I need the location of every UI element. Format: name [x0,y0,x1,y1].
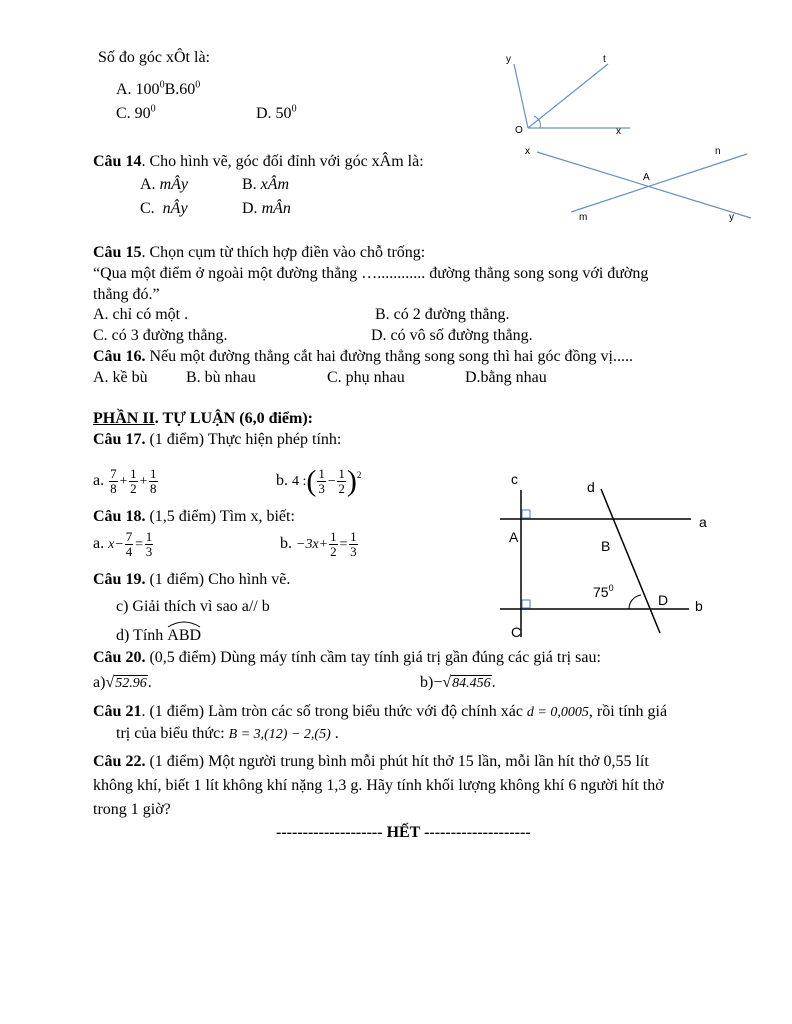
q14-option-b-text: xÂm [260,176,290,193]
q17-b-frac1-num: 1 [318,465,325,481]
q18-a-label: a. [93,535,105,552]
q14-prompt: . Cho hình vẽ, góc đối đỉnh với góc xÂm là: [141,153,424,170]
q22-line3: trong 1 giờ? [93,801,171,818]
q19-item-d-angle [167,622,201,646]
q15-prompt-line [93,243,425,263]
q20-a-end: . [147,674,152,691]
q15-number: Câu 15 [93,244,142,261]
q18-a-frac2-num: 1 [145,528,153,544]
q15-option-d: D. có vô số đường thẳng. [371,327,533,344]
q19-label-A: A [509,529,519,545]
q14-label-m: m [579,212,588,223]
q17-a-frac2 [129,467,138,496]
q19-item-d-angle-text: ABD [167,627,202,644]
q20-b: b)−√84.456. [420,674,496,691]
q22-line1-text: (1 điểm) Một người trung bình mỗi phút hít thở 15 lần, mỗi lần hít thở 0,55 lít [145,753,649,770]
q22-line1 [93,752,649,772]
q17-b-frac1 [317,467,326,496]
q20-b-value: 84.456 [452,676,491,691]
q19-prompt-line [93,570,290,590]
q20-b-end: . [491,674,496,691]
q18-a: a. x− $\frac{7}{4}$ = $\frac{1}{3}$ [93,528,153,559]
q13-option-d [256,104,297,124]
q13-option-a-degree: 0 [159,79,165,91]
q13-angle-figure [500,48,650,143]
q21-prompt-end: , rồi tính giá [588,703,668,720]
q19-label-c-top: c [511,471,518,487]
q13-option-b-text: B.60 [164,81,196,98]
q17-prompt-line [93,430,341,450]
q13-option-b-degree: 0 [195,79,201,91]
q17-b-frac1-den: 3 [318,480,325,496]
q19-label-b: b [695,598,703,614]
q18-b-frac2-den: 3 [350,543,357,559]
q14-label-n: n [715,146,721,157]
q17-a-frac3-num: 1 [150,465,157,481]
q17-b-frac2-den: 2 [338,480,345,496]
q18-b-frac1-num: 1 [330,528,337,544]
q13-prompt: Số đo góc xÔt là: [98,49,210,66]
q14-option-a-letter: A. [140,176,156,193]
q17-a-frac1-num: 7 [110,465,117,481]
q16-option-d: D.bằng nhau [465,369,547,386]
q13-label-x: x [616,126,621,137]
q13-option-d-degree: 0 [291,103,297,115]
q13-option-c-degree: 0 [150,103,156,115]
q18-prompt: (1,5 điểm) Tìm x, biết: [145,508,295,525]
q17-a-label: a. [93,472,105,489]
q20-a-label: a) [93,674,106,691]
q14-option-b-letter: B. [242,176,257,193]
q21-line2 [116,724,339,745]
q15-quote-line1: “Qua một điểm ở ngoài một đường thẳng …............ đường thẳng song song với đường [93,265,649,282]
q15-quote-line2: thẳng đó.” [93,286,160,303]
q16-option-a: A. kề bù [93,369,148,386]
q17-a-frac3-den: 8 [150,480,157,496]
q20-b-label: b) [420,674,434,691]
q20-b-minus: − [433,674,443,691]
q17-b-prefix: 4 : [292,474,307,489]
q18-b-frac1-den: 2 [330,543,337,559]
q21-number: Câu 21 [93,703,142,720]
q19-label-C: C [511,624,522,640]
q14-intersecting-lines-figure [515,140,760,225]
q19-angle-value: 75 [593,584,609,600]
q18-b-frac2-num: 1 [350,528,357,544]
q14-option-c-text: nÂy [162,200,188,217]
q17-b-frac2-num: 1 [338,465,345,481]
q14-option-d-letter: D. [242,200,258,217]
q13-label-o: O [515,125,523,136]
q17-a-frac2-den: 2 [130,480,137,496]
q16-option-b: B. bù nhau [186,369,256,386]
q19-item-d [116,622,201,646]
q18-a-frac2-den: 3 [145,543,153,559]
q14-option-b [242,175,289,195]
q16-prompt: Nếu một đường thẳng cắt hai đường thẳng song song thì hai góc đồng vị..... [145,348,633,365]
q19-label-B: B [601,538,611,554]
q17-a-frac1 [109,467,118,496]
q18-b: b. −3x+ $\frac{1}{2}$ = $\frac{1}{3}$ [280,528,357,559]
q19-label-angle [593,583,614,600]
q18-a-frac1-den: 4 [125,543,133,559]
q17-a-frac3 [149,467,158,496]
q14-label-x: x [525,146,530,157]
q19-label-D: D [658,592,669,608]
q20-number: Câu 20. [93,649,146,666]
q21-prompt: . (1 điểm) Làm tròn các số trong biểu thức với độ chính xác [141,703,527,720]
q14-number: Câu 14 [93,153,142,170]
q22-number: Câu 22. [93,753,146,770]
q15-prompt: . Chọn cụm từ thích hợp điền vào chỗ trống: [141,244,426,261]
q19-item-d-prefix: d) Tính [116,627,168,644]
q17-b: b. 4 :( $\frac{1}{3}$ − $\frac{1}{2}$ )$^2$ [276,464,362,498]
q13-option-a [116,80,200,100]
end-marker: -------------------- HẾT -------------------- [276,824,531,841]
q13-option-a-text: A. 100 [116,81,160,98]
q18-number: Câu 18. [93,508,146,525]
q16-option-c: C. phụ nhau [327,369,405,386]
q14-label-a: A [643,172,650,183]
q15-option-c: C. có 3 đường thẳng. [93,327,228,344]
q16-prompt-line [93,347,633,367]
q18-a-var: x [108,537,115,552]
q17-b-exponent: 2 [356,470,362,480]
q20-prompt-line [93,648,601,668]
q20-a: a)√52.96. [93,674,152,691]
q14-prompt-line [93,152,424,172]
q20-a-value: 52.96 [115,676,147,691]
q13-option-d-text: D. 50 [256,105,292,122]
q14-option-d [242,199,291,219]
q18-b-term: −3x [296,537,319,552]
q14-label-y: y [729,212,734,223]
q17-b-label: b. [276,472,288,489]
q18-b-label: b. [280,535,292,552]
q14-option-a [140,175,188,195]
q19-prompt: (1 điểm) Cho hình vẽ. [145,571,291,588]
q15-option-b: B. có 2 đường thẳng. [375,306,510,323]
q13-label-y: y [506,54,511,65]
q15-option-a: A. chỉ có một . [93,306,189,323]
angle-hat-icon [167,620,201,628]
q17-prompt: (1 điểm) Thực hiện phép tính: [145,431,342,448]
q21-prompt-line [93,702,667,723]
q13-label-t: t [603,54,606,65]
part2-title-rest: . TỰ LUẬN (6,0 điểm): [154,410,313,427]
q18-b-frac1 [329,530,338,559]
q17-a-frac2-num: 1 [130,465,137,481]
q16-number: Câu 16. [93,348,146,365]
q14-option-a-text: mÂy [159,176,188,193]
part2-title-underlined: PHẦN II [93,410,155,427]
q14-option-c-letter: C. [140,200,155,217]
q19-label-a: a [699,514,707,530]
q17-b-frac2 [337,467,346,496]
q18-b-frac2 [349,530,358,559]
q21-line2-text: trị của biểu thức: [116,725,229,742]
q17-a: a. $\frac{7}{8}$ + $\frac{1}{2}$ + $\frac{1}{8}$ [93,465,157,496]
q22-line2: không khí, biết 1 lít không khí nặng 1,3 g. Hãy tính khối lượng không khí 6 người hít thở [93,777,664,794]
q19-parallel-lines-figure [495,465,720,645]
q21-line2-end: . [330,725,339,742]
q14-option-d-text: mÂn [261,200,291,217]
q20-prompt: (0,5 điểm) Dùng máy tính cầm tay tính giá trị gần đúng các giá trị sau: [145,649,601,666]
q18-a-frac1-num: 7 [125,528,133,544]
q13-option-c [116,104,156,124]
q18-prompt-line [93,507,295,527]
q13-option-c-text: C. 90 [116,105,151,122]
q18-a-frac2 [145,530,154,559]
q14-option-c [140,199,188,219]
q19-number: Câu 19. [93,571,146,588]
q21-precision: d = 0,0005 [526,705,589,720]
q18-a-frac1 [125,530,134,559]
q19-angle-degree: 0 [608,583,614,593]
q17-a-frac1-den: 8 [110,480,117,496]
q21-expression: B = 3,(12) − 2,(5) [228,727,331,742]
part2-title [93,409,313,429]
q19-item-c: c) Giải thích vì sao a// b [116,598,270,615]
q17-number: Câu 17. [93,431,146,448]
q19-label-d: d [587,479,595,495]
